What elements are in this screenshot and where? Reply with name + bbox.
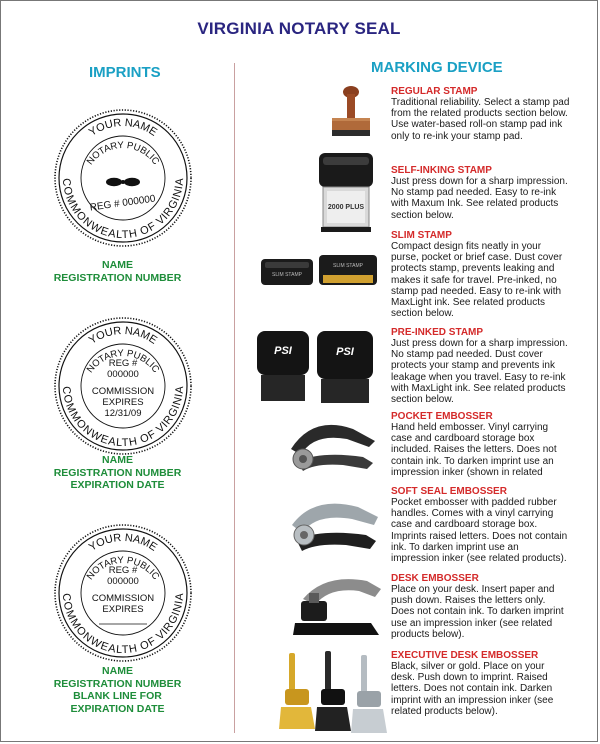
device-regular-stamp: REGULAR STAMP Traditional reliability. Select a stamp pad from the related products section below. Use water-based roll-on stamp pad ink only to re-ink your stamp pad. [391, 86, 570, 142]
seal-2-top-arc: YOUR NAME [86, 324, 160, 347]
executive-desk-embosser-image [279, 649, 387, 739]
seal-1-reg: REG # 000000 [89, 193, 157, 214]
seal-3-bottom-arc: COMMONWEALTH OF VIRGINIA [59, 592, 187, 657]
pre-inked-stamp-image [253, 327, 383, 407]
seal-2-reg-number: 000000 [107, 369, 139, 380]
device-pocket-embosser: POCKET EMBOSSER Hand held embosser. Vinyl carrying case and cardboard storage box included. Raises the letters. Does not contain ink. To darken imprint use an impression inker (shown in related [391, 411, 557, 478]
seal-1-top-arc: YOUR NAME [86, 116, 160, 139]
seal-2-bottom-arc: COMMONWEALTH OF VIRGINIA [59, 385, 187, 450]
gold-embosser-icon [279, 653, 315, 729]
seal-imprint-2 [53, 316, 193, 456]
seal-3-reg-number: 000000 [107, 576, 139, 587]
seal-3-inner-arc: NOTARY PUBLIC [84, 554, 162, 583]
seal-2-commission: COMMISSION [91, 386, 155, 397]
seal-1-caption: NAME REGISTRATION NUMBER [53, 259, 182, 284]
device-slim-stamp: SLIM STAMP Compact design fits neatly in your purse, pocket or brief case. Dust cover protects stamp, prevents leaking and makes it safe for travel. Pre-inked, no stamp pad needed. Easy to re-ink with MaxLight ink. See related products section below. [391, 230, 563, 320]
device-desk-embosser: DESK EMBOSSER Place on your desk. Insert paper and push down. Raises the letters only. Does not contain ink. To darken imprint use an impression inker (see related products below). [391, 573, 564, 640]
device-pre-inked-stamp: PRE-INKED STAMP Just press down for a sharp impression. No stamp pad needed. Dust cover protects your stamp and prevents ink leakage when you travel. Easy to re-ink with MaxLight ink. See related products section below. [391, 327, 568, 406]
self-inking-brand: 2000 PLUS [327, 204, 365, 211]
seal-imprint-3 [53, 523, 193, 663]
column-divider [234, 63, 235, 733]
soft-seal-embosser-image [284, 491, 384, 563]
page-title: VIRGINIA NOTARY SEAL [197, 19, 401, 38]
slim-stamp-brand-1: SLIM STAMP [272, 272, 302, 278]
pre-inked-brand-1: PSI [274, 345, 292, 357]
seal-2-date: 12/31/09 [104, 408, 142, 419]
marking-device-heading: MARKING DEVICE [371, 59, 503, 76]
black-embosser-icon [315, 651, 351, 731]
pre-inked-brand-2: PSI [336, 346, 354, 358]
pocket-embosser-image [283, 411, 383, 483]
device-soft-seal-embosser: SOFT SEAL EMBOSSER Pocket embosser with padded rubber handles. Comes with a vinyl carrying case and cardboard storage box. Imprints raised letters. Does not contain ink. To darken imprint use an impression inker (see related products). [391, 486, 568, 565]
seal-3-commission: COMMISSION [91, 593, 155, 604]
seal-3-reg-label: REG # [108, 565, 138, 576]
device-executive-desk-embosser: EXECUTIVE DESK EMBOSSER Black, silver or gold. Place on your desk. Push down to imprint. Raised letters. Does not contain ink. Darken imprint with an impression inker (see related products below). [391, 650, 554, 717]
ornament-icon [106, 178, 140, 186]
seal-2-inner-arc: NOTARY PUBLIC [84, 347, 162, 376]
regular-stamp-image [326, 85, 376, 143]
seal-2-expires: EXPIRES [102, 397, 144, 408]
imprints-heading: IMPRINTS [89, 64, 161, 81]
device-self-inking-stamp: SELF-INKING STAMP Just press down for a sharp impression. No stamp pad needed. Easy to re-ink with Maxum Ink. See related products section below. [391, 165, 568, 221]
seal-2-caption: NAME REGISTRATION NUMBER EXPIRATION DATE [53, 454, 182, 491]
seal-1-bottom-arc: COMMONWEALTH OF VIRGINIA [59, 177, 187, 242]
seal-imprint-1 [53, 108, 193, 248]
seal-2-reg-label: REG # [108, 358, 138, 369]
seal-3-top-arc: YOUR NAME [86, 531, 160, 554]
self-inking-stamp-image [313, 149, 379, 235]
seal-1-inner-arc: NOTARY PUBLIC [84, 139, 162, 168]
silver-embosser-icon [351, 655, 387, 733]
desk-embosser-image [289, 571, 385, 643]
seal-3-expires: EXPIRES [102, 604, 144, 615]
slim-stamp-image [257, 251, 383, 291]
seal-3-caption: NAME REGISTRATION NUMBER BLANK LINE FOR EXPIRATION DATE [53, 665, 182, 715]
slim-stamp-brand-2: SLIM STAMP [333, 263, 363, 269]
